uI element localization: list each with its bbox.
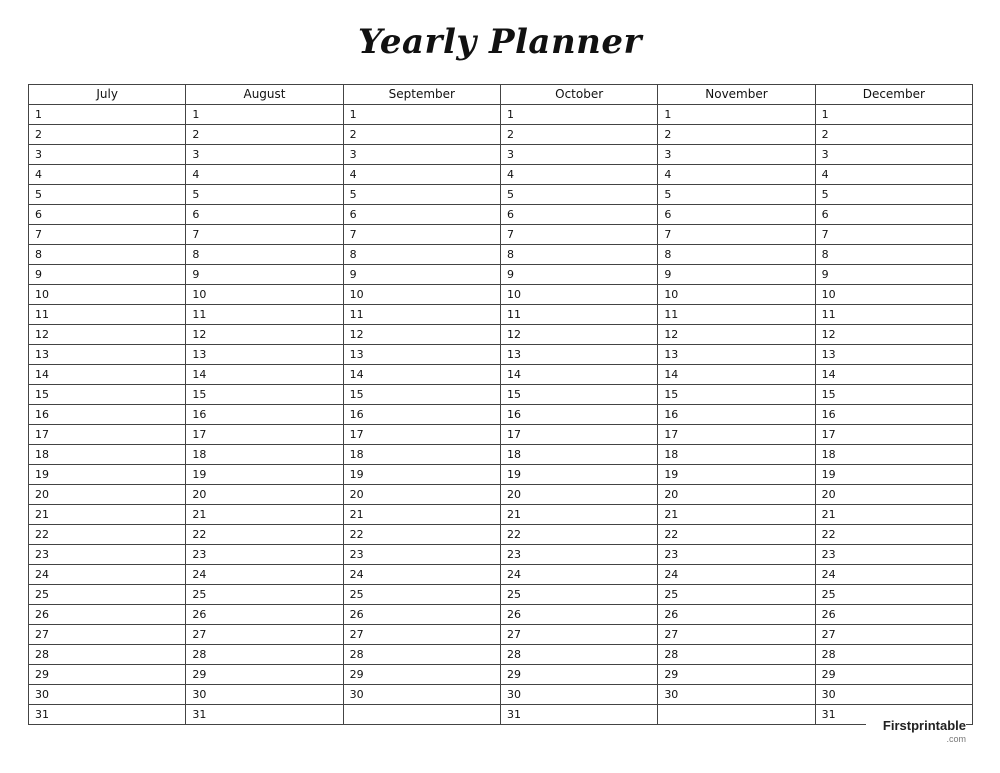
table-row — [29, 145, 973, 165]
day-cell: 29 — [186, 665, 343, 685]
day-cell: 27 — [29, 625, 186, 645]
day-cell: 19 — [500, 465, 657, 485]
table-row — [29, 645, 973, 665]
day-cell: 25 — [186, 585, 343, 605]
day-cell: 1 — [815, 105, 972, 125]
day-cell: 13 — [500, 345, 657, 365]
day-cell: 30 — [658, 685, 815, 705]
day-cell: 7 — [343, 225, 500, 245]
day-cell: 20 — [186, 485, 343, 505]
day-cell: 21 — [500, 505, 657, 525]
day-cell: 17 — [500, 425, 657, 445]
day-cell: 31 — [186, 705, 343, 725]
day-cell: 23 — [29, 545, 186, 565]
day-cell: 4 — [500, 165, 657, 185]
day-cell: 28 — [29, 645, 186, 665]
day-cell: 18 — [658, 445, 815, 465]
day-cell: 27 — [658, 625, 815, 645]
day-cell: 10 — [500, 285, 657, 305]
table-row — [29, 505, 973, 525]
day-cell: 17 — [186, 425, 343, 445]
day-cell: 5 — [186, 185, 343, 205]
day-cell: 25 — [500, 585, 657, 605]
day-cell: 20 — [658, 485, 815, 505]
table-row — [29, 585, 973, 605]
day-cell: 5 — [815, 185, 972, 205]
day-cell: 10 — [343, 285, 500, 305]
day-cell: 23 — [186, 545, 343, 565]
day-cell: 14 — [500, 365, 657, 385]
day-cell: 6 — [815, 205, 972, 225]
day-cell: 29 — [29, 665, 186, 685]
table-row — [29, 305, 973, 325]
day-cell: 23 — [658, 545, 815, 565]
day-cell: 14 — [186, 365, 343, 385]
day-cell: 30 — [186, 685, 343, 705]
day-cell: 7 — [29, 225, 186, 245]
day-cell: 16 — [658, 405, 815, 425]
day-cell: 20 — [500, 485, 657, 505]
day-cell: 14 — [815, 365, 972, 385]
day-cell: 6 — [500, 205, 657, 225]
brand-tld: .com — [946, 734, 966, 744]
day-cell: 30 — [815, 685, 972, 705]
day-cell: 20 — [343, 485, 500, 505]
table-row — [29, 165, 973, 185]
day-cell: 1 — [343, 105, 500, 125]
month-header-december: December — [815, 85, 972, 105]
day-cell: 9 — [186, 265, 343, 285]
day-cell — [658, 705, 815, 725]
day-cell: 28 — [815, 645, 972, 665]
day-cell: 1 — [658, 105, 815, 125]
table-row — [29, 345, 973, 365]
planner-body — [29, 105, 973, 725]
day-cell: 31 — [500, 705, 657, 725]
day-cell: 11 — [29, 305, 186, 325]
day-cell: 3 — [500, 145, 657, 165]
day-cell: 25 — [29, 585, 186, 605]
day-cell: 21 — [186, 505, 343, 525]
day-cell: 21 — [343, 505, 500, 525]
day-cell: 14 — [343, 365, 500, 385]
day-cell: 28 — [343, 645, 500, 665]
day-cell: 18 — [815, 445, 972, 465]
table-row — [29, 605, 973, 625]
day-cell: 20 — [29, 485, 186, 505]
table-row — [29, 625, 973, 645]
day-cell: 9 — [29, 265, 186, 285]
day-cell: 9 — [815, 265, 972, 285]
month-header-november: November — [658, 85, 815, 105]
day-cell: 26 — [815, 605, 972, 625]
day-cell: 26 — [343, 605, 500, 625]
day-cell: 27 — [186, 625, 343, 645]
day-cell: 24 — [186, 565, 343, 585]
day-cell: 11 — [500, 305, 657, 325]
table-row — [29, 665, 973, 685]
day-cell: 9 — [658, 265, 815, 285]
day-cell: 12 — [500, 325, 657, 345]
day-cell: 17 — [29, 425, 186, 445]
day-cell: 17 — [658, 425, 815, 445]
table-row — [29, 105, 973, 125]
day-cell: 8 — [29, 245, 186, 265]
day-cell: 19 — [658, 465, 815, 485]
day-cell: 8 — [815, 245, 972, 265]
table-row — [29, 545, 973, 565]
table-row — [29, 425, 973, 445]
day-cell: 8 — [343, 245, 500, 265]
day-cell: 6 — [658, 205, 815, 225]
day-cell: 26 — [658, 605, 815, 625]
day-cell: 22 — [658, 525, 815, 545]
day-cell: 16 — [186, 405, 343, 425]
day-cell: 26 — [29, 605, 186, 625]
day-cell: 2 — [186, 125, 343, 145]
day-cell: 12 — [29, 325, 186, 345]
day-cell: 15 — [658, 385, 815, 405]
day-cell: 2 — [343, 125, 500, 145]
day-cell: 23 — [500, 545, 657, 565]
day-cell: 3 — [29, 145, 186, 165]
day-cell: 15 — [343, 385, 500, 405]
day-cell: 7 — [815, 225, 972, 245]
planner-header — [29, 85, 973, 105]
day-cell: 12 — [658, 325, 815, 345]
day-cell: 24 — [29, 565, 186, 585]
day-cell: 7 — [500, 225, 657, 245]
day-cell: 5 — [500, 185, 657, 205]
day-cell: 24 — [658, 565, 815, 585]
day-cell: 5 — [29, 185, 186, 205]
day-cell: 11 — [186, 305, 343, 325]
day-cell: 12 — [343, 325, 500, 345]
day-cell: 1 — [500, 105, 657, 125]
day-cell: 29 — [658, 665, 815, 685]
page-title: Yearly Planner — [358, 22, 642, 62]
day-cell: 25 — [343, 585, 500, 605]
table-row — [29, 225, 973, 245]
day-cell: 13 — [658, 345, 815, 365]
table-row — [29, 445, 973, 465]
day-cell: 31 — [815, 705, 972, 725]
day-cell: 16 — [815, 405, 972, 425]
day-cell: 1 — [186, 105, 343, 125]
day-cell: 31 — [29, 705, 186, 725]
day-cell: 15 — [186, 385, 343, 405]
day-cell: 10 — [186, 285, 343, 305]
day-cell: 4 — [658, 165, 815, 185]
day-cell: 21 — [658, 505, 815, 525]
day-cell: 14 — [29, 365, 186, 385]
day-cell: 18 — [186, 445, 343, 465]
day-cell: 22 — [500, 525, 657, 545]
day-cell: 5 — [658, 185, 815, 205]
brand-name: Firstprintable — [882, 718, 966, 733]
day-cell: 12 — [186, 325, 343, 345]
day-cell: 25 — [658, 585, 815, 605]
month-header-october: October — [500, 85, 657, 105]
day-cell: 22 — [815, 525, 972, 545]
day-cell: 23 — [343, 545, 500, 565]
day-cell: 19 — [186, 465, 343, 485]
day-cell: 22 — [186, 525, 343, 545]
table-row — [29, 265, 973, 285]
planner-table — [28, 84, 973, 725]
day-cell: 30 — [500, 685, 657, 705]
day-cell: 8 — [186, 245, 343, 265]
day-cell: 24 — [500, 565, 657, 585]
day-cell: 21 — [815, 505, 972, 525]
table-row — [29, 185, 973, 205]
month-header-july: July — [29, 85, 186, 105]
table-row — [29, 685, 973, 705]
day-cell: 15 — [29, 385, 186, 405]
day-cell: 7 — [658, 225, 815, 245]
day-cell: 28 — [186, 645, 343, 665]
day-cell: 12 — [815, 325, 972, 345]
day-cell: 3 — [815, 145, 972, 165]
day-cell: 22 — [343, 525, 500, 545]
table-row — [29, 465, 973, 485]
day-cell: 14 — [658, 365, 815, 385]
day-cell: 26 — [500, 605, 657, 625]
day-cell: 30 — [29, 685, 186, 705]
day-cell: 1 — [29, 105, 186, 125]
day-cell: 8 — [658, 245, 815, 265]
day-cell: 3 — [343, 145, 500, 165]
day-cell: 27 — [343, 625, 500, 645]
day-cell: 21 — [29, 505, 186, 525]
day-cell: 19 — [343, 465, 500, 485]
day-cell: 9 — [500, 265, 657, 285]
table-row — [29, 125, 973, 145]
day-cell: 5 — [343, 185, 500, 205]
table-row — [29, 325, 973, 345]
day-cell: 30 — [343, 685, 500, 705]
day-cell: 4 — [815, 165, 972, 185]
table-row — [29, 705, 973, 725]
day-cell: 13 — [29, 345, 186, 365]
table-row — [29, 525, 973, 545]
day-cell: 10 — [29, 285, 186, 305]
table-row — [29, 385, 973, 405]
table-row — [29, 485, 973, 505]
day-cell: 19 — [29, 465, 186, 485]
brand-logo — [866, 718, 966, 744]
day-cell: 15 — [500, 385, 657, 405]
day-cell: 10 — [815, 285, 972, 305]
day-cell: 13 — [186, 345, 343, 365]
header-row — [29, 85, 973, 105]
day-cell: 17 — [343, 425, 500, 445]
day-cell: 18 — [29, 445, 186, 465]
day-cell: 13 — [815, 345, 972, 365]
day-cell: 29 — [815, 665, 972, 685]
month-header-august: August — [186, 85, 343, 105]
day-cell: 18 — [343, 445, 500, 465]
day-cell: 25 — [815, 585, 972, 605]
day-cell: 29 — [500, 665, 657, 685]
day-cell: 4 — [186, 165, 343, 185]
day-cell: 27 — [815, 625, 972, 645]
day-cell: 20 — [815, 485, 972, 505]
day-cell: 11 — [658, 305, 815, 325]
table-row — [29, 285, 973, 305]
day-cell: 3 — [658, 145, 815, 165]
day-cell: 13 — [343, 345, 500, 365]
day-cell: 16 — [500, 405, 657, 425]
day-cell: 2 — [815, 125, 972, 145]
day-cell: 6 — [29, 205, 186, 225]
day-cell: 2 — [658, 125, 815, 145]
table-row — [29, 365, 973, 385]
table-row — [29, 405, 973, 425]
day-cell: 15 — [815, 385, 972, 405]
day-cell: 7 — [186, 225, 343, 245]
day-cell: 11 — [815, 305, 972, 325]
day-cell: 24 — [343, 565, 500, 585]
day-cell: 9 — [343, 265, 500, 285]
day-cell: 19 — [815, 465, 972, 485]
table-row — [29, 245, 973, 265]
day-cell: 24 — [815, 565, 972, 585]
day-cell: 2 — [500, 125, 657, 145]
day-cell: 4 — [29, 165, 186, 185]
day-cell: 6 — [343, 205, 500, 225]
day-cell: 28 — [500, 645, 657, 665]
day-cell: 26 — [186, 605, 343, 625]
day-cell: 6 — [186, 205, 343, 225]
day-cell: 16 — [29, 405, 186, 425]
day-cell: 3 — [186, 145, 343, 165]
month-header-september: September — [343, 85, 500, 105]
day-cell: 23 — [815, 545, 972, 565]
day-cell: 4 — [343, 165, 500, 185]
table-row — [29, 565, 973, 585]
day-cell: 27 — [500, 625, 657, 645]
day-cell: 22 — [29, 525, 186, 545]
day-cell: 10 — [658, 285, 815, 305]
day-cell: 29 — [343, 665, 500, 685]
day-cell: 2 — [29, 125, 186, 145]
table-row — [29, 205, 973, 225]
day-cell: 28 — [658, 645, 815, 665]
day-cell: 8 — [500, 245, 657, 265]
day-cell: 17 — [815, 425, 972, 445]
day-cell: 18 — [500, 445, 657, 465]
day-cell: 16 — [343, 405, 500, 425]
day-cell: 11 — [343, 305, 500, 325]
day-cell — [343, 705, 500, 725]
